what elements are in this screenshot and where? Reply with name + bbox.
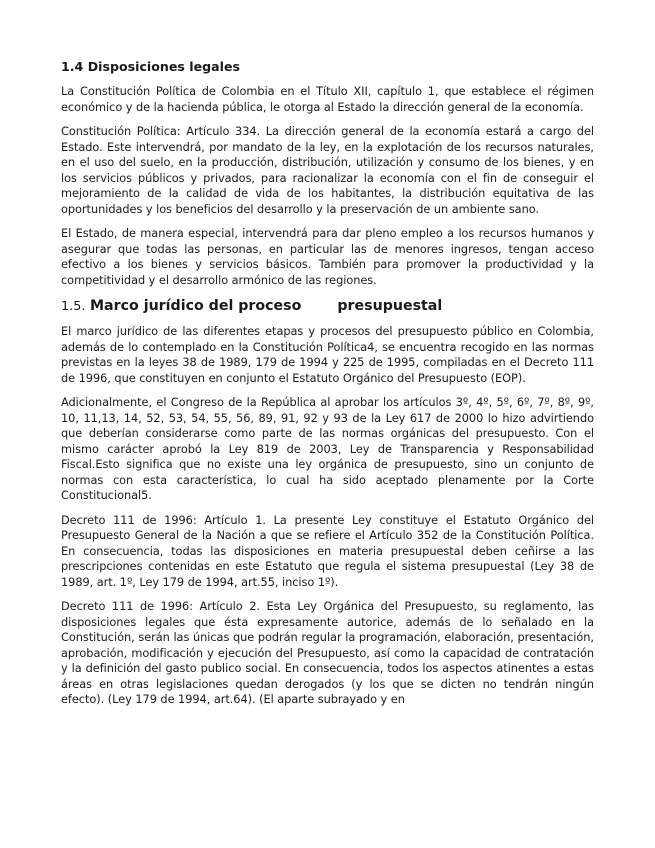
paragraph-marco-juridico: El marco jurídico de las diferentes etapas y procesos del presupuesto público en Colombia, además de lo contemplado en la Constitución Política4, se encuentra recogido en las normas previstas en la leyes 38 de 1989, 179 de 1994 y 225 de 1995, compiladas en el Decreto 111 de 1996, que constituyen en conjunto el Estatuto Orgánico del Presupuesto (EOP). [61,324,594,385]
paragraph-constitucion-titulo-xii: La Constitución Política de Colombia en el Título XII, capítulo 1, que establece el régimen económico y de la hacienda pública, le otorga al Estado la dirección general de la economía. [61,84,594,114]
paragraph-decreto-111-art-1: Decreto 111 de 1996: Artículo 1. La presente Ley constituye el Estatuto Orgánico del Presupuesto General de la Nación a que se refiere el Artículo 352 de la Constitución Política. En consecuencia, todas las disposiciones en materia presupuestal deben ceñirse a las prescripciones contenidas en este Estatuto que regula el sistema presupuestal (Ley 38 de 1989, art. 1º, Ley 179 de 1994, art.55, inciso 1º). [61,512,594,589]
paragraph-articulo-334: Constitución Política: Artículo 334. La dirección general de la economía estará a cargo del Estado. Este intervendrá, por mandato de la ley, en la explotación de los recursos naturales, en el uso del suelo, en la producción, distribución, utilización y consumo de los bienes, y en los servicios públicos y privados, para racionalizar la economía con el fin de conseguir el mejoramiento de la calidad de vida de los habitantes, la distribución equitativa de las oportunidades y los beneficios del desarrollo y la preservación de un ambiente sano. [61,124,594,216]
section-number: 1.5. [61,299,86,314]
section-heading-1-5 [61,297,594,316]
paragraph-intervencion-estado: El Estado, de manera especial, intervendrá para dar pleno empleo a los recursos humanos y asegurar que todas las personas, en particular las de menores ingresos, tengan acceso efectivo a los bienes y servicios básicos. También para promover la productividad y la competitividad y el desarrollo armónico de las regiones. [61,226,594,287]
section-title-part2: presupuestal [337,298,443,314]
section-title-part1: Marco jurídico del proceso [89,298,302,314]
document-content [61,59,594,717]
section-heading-1-4: 1.4 Disposiciones legales [61,59,240,74]
paragraph-decreto-111-art-2: Decreto 111 de 1996: Artículo 2. Esta Ley Orgánica del Presupuesto, su reglamento, las disposiciones legales que ésta expresamente autorice, además de lo señalado en la Constitución, serán las únicas que podrán regular la programación, elaboración, presentación, aprobación, modificación y ejecución del Presupuesto, así como la capacidad de contratación y la definición del gasto publico social. En consecuencia, todos los aspectos atinentes a estas áreas en otras legislaciones quedan derogados (y los que se dicten no tendrán ningún efecto). (Ley 179 de 1994, art.64). (El aparte subrayado y en [61,599,594,706]
paragraph-ley-617: Adicionalmente, el Congreso de la República al aprobar los artículos 3º, 4º, 5º, 6º, 7º, 8º, 9º, 10, 11,13, 14, 52, 53, 54, 55, 56, 89, 91, 92 y 93 de la Ley 617 de 2000 lo hizo advirtiendo que deberían considerarse como parte de las normas orgánicas del presupuesto. Con el mismo carácter aprobó la Ley 819 de 2003, Ley de Transparencia y Responsabilidad Fiscal.Esto significa que no existe una ley orgánica de presupuesto, sino un conjunto de normas con esta característica, lo cual ha sido aceptado plenamente por la Corte Constitucional5. [61,395,594,502]
